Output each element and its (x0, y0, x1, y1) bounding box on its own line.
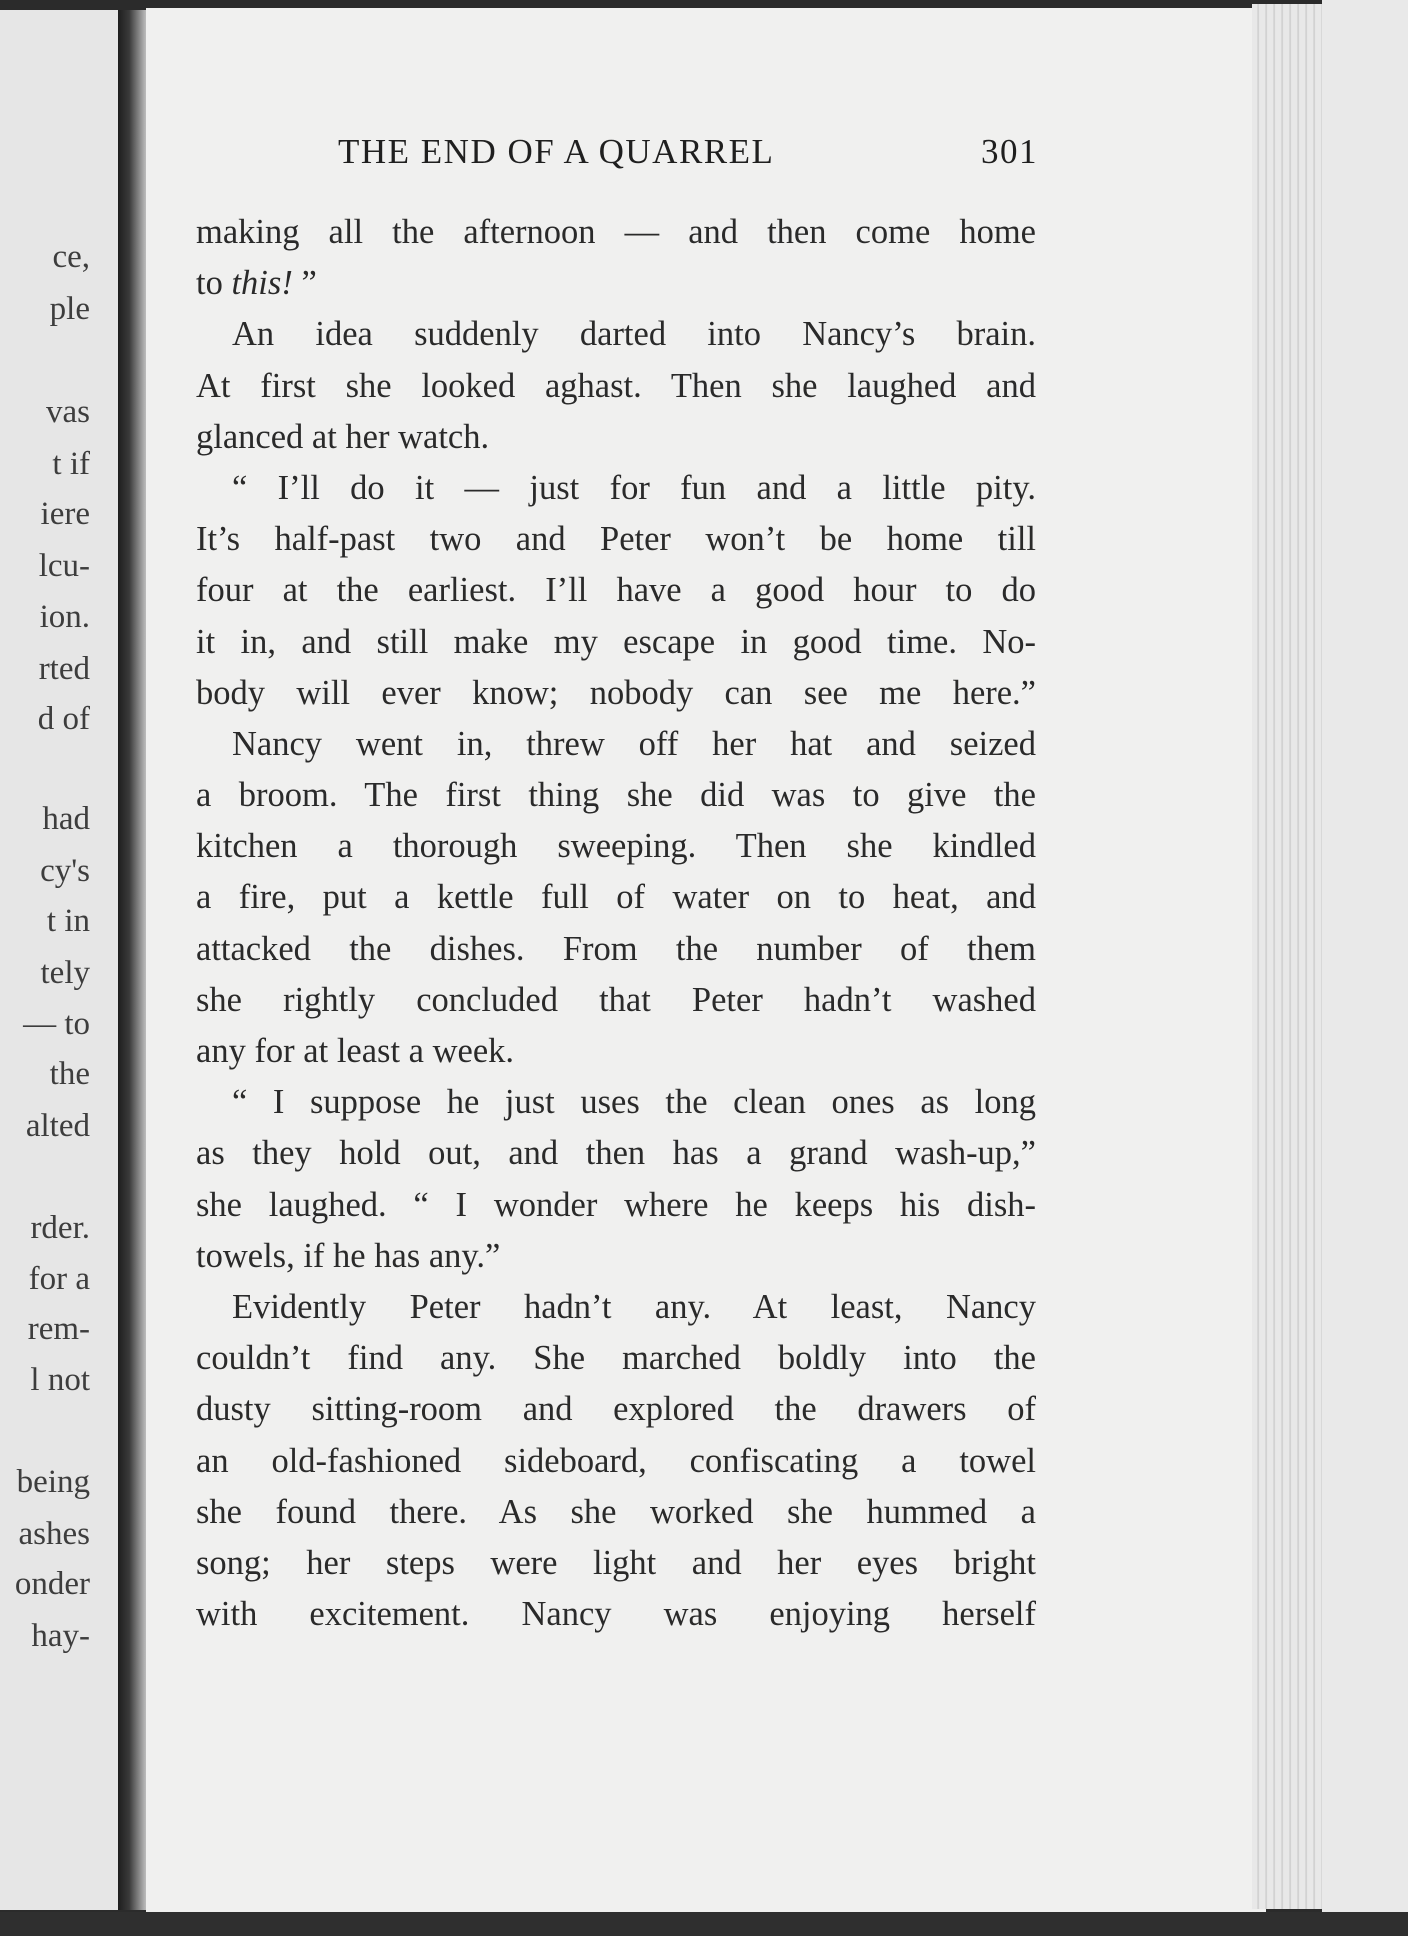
left-page-text-fragment: t in (46, 903, 90, 939)
text-line: she laughed. “ I wonder where he keeps his dish- (196, 1185, 1036, 1224)
text-line: “ I’ll do it — just for fun and a little pity. (232, 468, 1036, 507)
page-number: 301 (981, 132, 1038, 171)
text-line: a broom. The first thing she did was to give the (196, 776, 1036, 815)
left-page-text-fragment: had (42, 801, 90, 837)
text-line: An idea suddenly darted into Nancy’s brain. (232, 315, 1036, 354)
left-page-text-fragment: lcu- (38, 548, 90, 584)
left-page-text-fragment: tely (40, 955, 90, 991)
text-line: attacked the dishes. From the number of them (196, 929, 1036, 968)
left-page-text-fragment: iere (40, 496, 90, 532)
text-line: glanced at her watch. (196, 417, 490, 456)
text-line: It’s half-past two and Peter won’t be home till (196, 520, 1036, 559)
left-page-text-fragment: for a (28, 1261, 90, 1297)
left-facing-page (0, 10, 120, 1910)
left-page-text-fragment: ce, (52, 239, 90, 275)
text-line: any for at least a week. (196, 1032, 515, 1070)
running-title: THE END OF A QUARREL (338, 132, 775, 171)
text-line: she rightly concluded that Peter hadn’t washed (196, 980, 1036, 1019)
book-gutter (118, 10, 146, 1910)
left-page-text-fragment: — to (23, 1006, 90, 1042)
left-page-text-fragment: rem- (27, 1311, 90, 1347)
left-page-text-fragment: rder. (30, 1210, 90, 1246)
left-page-text-fragment: vas (46, 394, 90, 430)
text-line: Nancy went in, threw off her hat and seized (232, 724, 1036, 763)
text-line: making all the afternoon — and then come home (196, 213, 1036, 251)
left-page-text-fragment: l not (30, 1362, 90, 1398)
left-page-text-fragment: d of (37, 701, 90, 737)
left-page-text-fragment: t if (52, 446, 90, 482)
text-line: it in, and still make my escape in good time. No- (196, 622, 1036, 661)
text-line: as they hold out, and then has a grand wash-up,” (196, 1134, 1036, 1173)
text-line: kitchen a thorough sweeping. Then she kindled (196, 827, 1036, 866)
left-page-text-fragment: rted (38, 651, 90, 687)
text-line: four at the earliest. I’ll have a good hour to do (196, 571, 1036, 610)
text-line: dusty sitting-room and explored the drawers of (196, 1390, 1036, 1429)
left-page-text-fragment: cy's (40, 853, 90, 889)
text-line: song; her steps were light and her eyes bright (196, 1543, 1036, 1582)
text-line: Evidently Peter hadn’t any. At least, Nancy (232, 1287, 1036, 1326)
text-line: she found there. As she worked she hummed a (196, 1492, 1036, 1531)
text-line: At first she looked aghast. Then she laughed and (196, 366, 1036, 405)
left-page-text-fragment: the (49, 1056, 90, 1092)
text-line: “ I suppose he just uses the clean ones as long (232, 1083, 1036, 1122)
left-page-text-fragment: ion. (39, 599, 90, 635)
text-line: an old-fashioned sideboard, confiscating a towel (196, 1441, 1036, 1480)
right-margin-background (1322, 0, 1408, 1936)
scan-bottom-edge (0, 1912, 1408, 1936)
left-page-text-fragment: ple (49, 291, 90, 327)
left-page-text-fragment: being (16, 1464, 90, 1500)
text-line: a fire, put a kettle full of water on to heat, and (196, 878, 1036, 917)
text-line: with excitement. Nancy was enjoying herself (196, 1595, 1036, 1634)
page-edges (1252, 4, 1324, 1909)
left-page-text-fragment: ashes (18, 1516, 90, 1552)
body-text (196, 207, 1036, 1640)
text-line: to this! ” (196, 264, 317, 303)
text-line: towels, if he has any.” (196, 1236, 501, 1275)
left-page-text-fragment: hay- (31, 1618, 90, 1654)
text-line: body will ever know; nobody can see me here.” (196, 673, 1036, 712)
text-line: couldn’t find any. She marched boldly into the (196, 1339, 1036, 1378)
left-page-text-fragment: onder (14, 1566, 90, 1602)
left-page-text-fragment: alted (25, 1108, 90, 1144)
